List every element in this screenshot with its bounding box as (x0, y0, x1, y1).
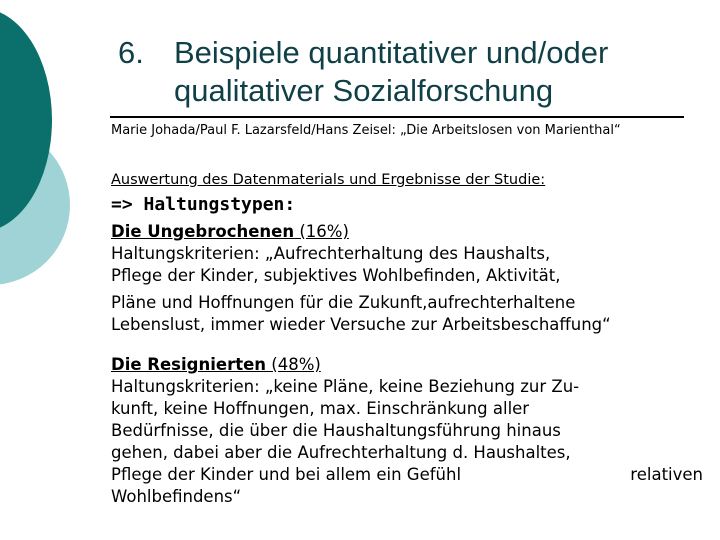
source-citation: Marie Johada/Paul F. Lazarsfeld/Hans Zeisel: „Die Arbeitslosen von Marienthal“ (111, 123, 621, 138)
criteria-line: Wohlbefindens“ (111, 487, 242, 506)
title-divider (110, 116, 684, 118)
type-name: Die Resignierten (111, 355, 267, 374)
type-share: (16%) (294, 222, 349, 241)
criteria-line: Pläne und Hoffnungen für die Zukunft,aufrechterhaltene (111, 293, 576, 312)
type-resignierten (111, 354, 711, 508)
title-line-1: Beispiele quantitativer und/oder (174, 35, 609, 70)
criteria-line: Bedürfnisse, die über die Haushaltungsführung hinaus (111, 421, 561, 440)
criteria-line: Lebenslust, immer wieder Versuche zur Arbeitsbeschaffung“ (111, 315, 611, 334)
intro-heading: Auswertung des Datenmaterials und Ergebnisse der Studie: (111, 172, 546, 188)
types-heading: => Haltungstypen: (111, 194, 296, 215)
criteria-text: Pflege der Kinder und bei allem ein Gefühl (111, 465, 462, 484)
dark-teal-circle (0, 8, 52, 232)
light-teal-circle (0, 125, 70, 285)
type-name: Die Ungebrochenen (111, 222, 295, 241)
criteria-line: Pflege der Kinder, subjektives Wohlbefinden, Aktivität, (111, 266, 561, 285)
type-heading (111, 354, 711, 376)
criteria-text: relativen (630, 465, 703, 484)
decorative-circles (0, 0, 110, 300)
criteria-line: Haltungskriterien: „keine Pläne, keine Beziehung zur Zu- (111, 377, 580, 396)
criteria-line: kunft, keine Hoffnungen, max. Einschränkung aller (111, 399, 530, 418)
type-heading (111, 221, 711, 243)
type-ungebrochenen (111, 221, 711, 336)
criteria-line: gehen, dabei aber die Aufrechterhaltung d. Haushaltes, (111, 443, 571, 462)
criteria-line (111, 464, 703, 486)
criteria-line: Haltungskriterien: „Aufrechterhaltung des Haushalts, (111, 244, 551, 263)
title-number: 6. (118, 35, 144, 70)
type-share: (48%) (266, 355, 321, 374)
title-line-2: qualitativer Sozialforschung (174, 73, 554, 108)
